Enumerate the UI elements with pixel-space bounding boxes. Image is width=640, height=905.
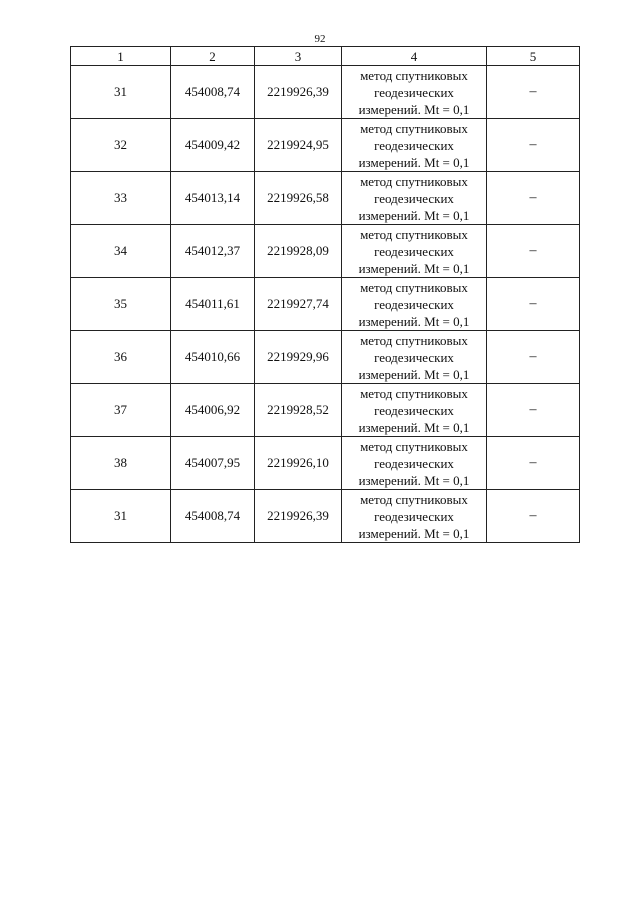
method-line: геодезических xyxy=(374,402,454,418)
y-coordinate-cell: 2219926,10 xyxy=(255,437,342,490)
method-line: геодезических xyxy=(374,137,454,153)
table-row xyxy=(71,225,580,278)
method-line: измерений. Mt = 0,1 xyxy=(358,154,470,170)
description-cell: – xyxy=(487,384,580,437)
description-cell: – xyxy=(487,278,580,331)
method-cell xyxy=(342,490,487,543)
y-coordinate-cell: 2219929,96 xyxy=(255,331,342,384)
method-line: метод спутниковых xyxy=(360,67,468,83)
table-row xyxy=(71,437,580,490)
table-row xyxy=(71,172,580,225)
method-cell xyxy=(342,119,487,172)
method-line: метод спутниковых xyxy=(360,438,468,454)
x-coordinate-cell: 454011,61 xyxy=(171,278,255,331)
description-cell: – xyxy=(487,437,580,490)
table-row xyxy=(71,331,580,384)
point-number-cell: 36 xyxy=(71,331,171,384)
description-cell: – xyxy=(487,172,580,225)
method-line: метод спутниковых xyxy=(360,279,468,295)
column-header: 2 xyxy=(171,47,255,66)
x-coordinate-cell: 454007,95 xyxy=(171,437,255,490)
y-coordinate-cell: 2219926,39 xyxy=(255,66,342,119)
method-cell xyxy=(342,384,487,437)
method-line: метод спутниковых xyxy=(360,332,468,348)
method-line: измерений. Mt = 0,1 xyxy=(358,525,470,541)
method-line: геодезических xyxy=(374,243,454,259)
method-line: метод спутниковых xyxy=(360,491,468,507)
table-row xyxy=(71,384,580,437)
method-cell xyxy=(342,225,487,278)
method-cell xyxy=(342,66,487,119)
x-coordinate-cell: 454012,37 xyxy=(171,225,255,278)
method-line: метод спутниковых xyxy=(360,385,468,401)
x-coordinate-cell: 454008,74 xyxy=(171,66,255,119)
method-line: измерений. Mt = 0,1 xyxy=(358,419,470,435)
y-coordinate-cell: 2219924,95 xyxy=(255,119,342,172)
method-line: геодезических xyxy=(374,455,454,471)
y-coordinate-cell: 2219928,09 xyxy=(255,225,342,278)
method-cell xyxy=(342,172,487,225)
method-line: метод спутниковых xyxy=(360,226,468,242)
x-coordinate-cell: 454013,14 xyxy=(171,172,255,225)
point-number-cell: 38 xyxy=(71,437,171,490)
column-header: 5 xyxy=(487,47,580,66)
method-line: геодезических xyxy=(374,349,454,365)
point-number-cell: 33 xyxy=(71,172,171,225)
x-coordinate-cell: 454010,66 xyxy=(171,331,255,384)
point-number-cell: 34 xyxy=(71,225,171,278)
point-number-cell: 35 xyxy=(71,278,171,331)
method-cell xyxy=(342,331,487,384)
table-row xyxy=(71,66,580,119)
point-number-cell: 31 xyxy=(71,66,171,119)
column-header: 1 xyxy=(71,47,171,66)
description-cell: – xyxy=(487,225,580,278)
table-row xyxy=(71,278,580,331)
method-line: измерений. Mt = 0,1 xyxy=(358,313,470,329)
column-header: 3 xyxy=(255,47,342,66)
method-line: измерений. Mt = 0,1 xyxy=(358,366,470,382)
description-cell: – xyxy=(487,66,580,119)
y-coordinate-cell: 2219926,39 xyxy=(255,490,342,543)
x-coordinate-cell: 454006,92 xyxy=(171,384,255,437)
method-line: метод спутниковых xyxy=(360,120,468,136)
y-coordinate-cell: 2219926,58 xyxy=(255,172,342,225)
table-row xyxy=(71,490,580,543)
method-line: геодезических xyxy=(374,508,454,524)
y-coordinate-cell: 2219927,74 xyxy=(255,278,342,331)
method-line: геодезических xyxy=(374,296,454,312)
table-row xyxy=(71,119,580,172)
method-line: метод спутниковых xyxy=(360,173,468,189)
point-number-cell: 32 xyxy=(71,119,171,172)
method-line: геодезических xyxy=(374,190,454,206)
method-cell xyxy=(342,437,487,490)
method-line: измерений. Mt = 0,1 xyxy=(358,207,470,223)
point-number-cell: 31 xyxy=(71,490,171,543)
method-cell xyxy=(342,278,487,331)
description-cell: – xyxy=(487,331,580,384)
column-header: 4 xyxy=(342,47,487,66)
x-coordinate-cell: 454008,74 xyxy=(171,490,255,543)
point-number-cell: 37 xyxy=(71,384,171,437)
coordinates-table xyxy=(70,46,580,543)
method-line: измерений. Mt = 0,1 xyxy=(358,260,470,276)
table-header-row xyxy=(71,47,580,66)
method-line: измерений. Mt = 0,1 xyxy=(358,101,470,117)
x-coordinate-cell: 454009,42 xyxy=(171,119,255,172)
y-coordinate-cell: 2219928,52 xyxy=(255,384,342,437)
page-number: 92 xyxy=(314,33,326,45)
table-body xyxy=(71,66,580,543)
method-line: измерений. Mt = 0,1 xyxy=(358,472,470,488)
method-line: геодезических xyxy=(374,84,454,100)
description-cell: – xyxy=(487,119,580,172)
description-cell: – xyxy=(487,490,580,543)
